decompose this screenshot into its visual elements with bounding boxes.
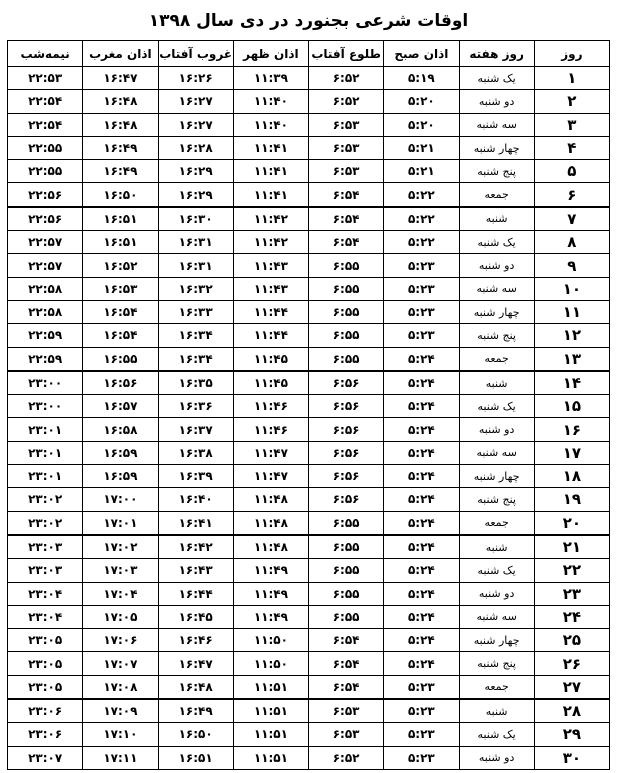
sunset-time: ۱۶:۲۹	[158, 183, 233, 207]
maghrib-time: ۱۶:۵۱	[83, 207, 158, 231]
day-number: ۱۱	[534, 300, 609, 323]
sunset-time: ۱۶:۴۱	[158, 511, 233, 535]
weekday: پنج شنبه	[459, 324, 534, 347]
weekday: جمعه	[459, 183, 534, 207]
fajr-time: ۵:۲۴	[384, 605, 459, 628]
sunrise-time: ۶:۵۶	[309, 441, 384, 464]
maghrib-time: ۱۶:۴۸	[83, 113, 158, 136]
maghrib-time: ۱۶:۵۹	[83, 441, 158, 464]
sunrise-time: ۶:۵۲	[309, 90, 384, 113]
fajr-time: ۵:۲۴	[384, 395, 459, 418]
fajr-time: ۵:۲۰	[384, 113, 459, 136]
sunset-time: ۱۶:۴۰	[158, 488, 233, 511]
dhuhr-time: ۱۱:۴۱	[233, 136, 308, 159]
sunset-time: ۱۶:۴۴	[158, 582, 233, 605]
day-number: ۱۲	[534, 324, 609, 347]
fajr-time: ۵:۲۳	[384, 300, 459, 323]
table-row	[8, 511, 610, 535]
day-number: ۶	[534, 183, 609, 207]
table-row	[8, 371, 610, 395]
fajr-time: ۵:۲۱	[384, 136, 459, 159]
table-row	[8, 324, 610, 347]
maghrib-time: ۱۶:۵۲	[83, 254, 158, 277]
maghrib-time: ۱۶:۵۹	[83, 465, 158, 488]
midnight-time: ۲۲:۵۷	[8, 254, 83, 277]
sunset-time: ۱۶:۲۹	[158, 160, 233, 183]
dhuhr-time: ۱۱:۴۳	[233, 254, 308, 277]
sunset-time: ۱۶:۳۳	[158, 300, 233, 323]
table-row	[8, 90, 610, 113]
table-row	[8, 746, 610, 769]
weekday: دو شنبه	[459, 746, 534, 769]
fajr-time: ۵:۲۴	[384, 347, 459, 371]
table-row	[8, 183, 610, 207]
page-title: اوقات شرعی بجنورد در دی سال ۱۳۹۸	[148, 11, 469, 31]
weekday: دو شنبه	[459, 90, 534, 113]
midnight-time: ۲۳:۰۴	[8, 582, 83, 605]
fajr-time: ۵:۲۰	[384, 90, 459, 113]
header-midnight: نیمه‌شب	[8, 41, 83, 67]
day-number: ۵	[534, 160, 609, 183]
fajr-time: ۵:۲۳	[384, 675, 459, 699]
midnight-time: ۲۲:۵۴	[8, 90, 83, 113]
sunrise-time: ۶:۵۴	[309, 231, 384, 254]
table-row	[8, 113, 610, 136]
table-row	[8, 254, 610, 277]
midnight-time: ۲۲:۵۴	[8, 113, 83, 136]
maghrib-time: ۱۶:۵۵	[83, 347, 158, 371]
weekday: دو شنبه	[459, 254, 534, 277]
dhuhr-time: ۱۱:۴۵	[233, 371, 308, 395]
weekday: دو شنبه	[459, 418, 534, 441]
day-number: ۲۳	[534, 582, 609, 605]
header-sunset: غروب آفتاب	[158, 41, 233, 67]
maghrib-time: ۱۶:۵۸	[83, 418, 158, 441]
day-number: ۲۷	[534, 675, 609, 699]
sunset-time: ۱۶:۳۱	[158, 254, 233, 277]
sunrise-time: ۶:۵۳	[309, 723, 384, 746]
dhuhr-time: ۱۱:۴۹	[233, 559, 308, 582]
fajr-time: ۵:۲۴	[384, 441, 459, 464]
sunrise-time: ۶:۵۴	[309, 207, 384, 231]
maghrib-time: ۱۷:۰۳	[83, 559, 158, 582]
fajr-time: ۵:۲۴	[384, 511, 459, 535]
sunrise-time: ۶:۵۵	[309, 324, 384, 347]
weekday: جمعه	[459, 675, 534, 699]
day-number: ۱۹	[534, 488, 609, 511]
sunset-time: ۱۶:۲۸	[158, 136, 233, 159]
maghrib-time: ۱۷:۰۸	[83, 675, 158, 699]
fajr-time: ۵:۲۳	[384, 746, 459, 769]
sunset-time: ۱۶:۵۰	[158, 723, 233, 746]
midnight-time: ۲۲:۵۹	[8, 347, 83, 371]
maghrib-time: ۱۶:۵۴	[83, 324, 158, 347]
midnight-time: ۲۲:۵۵	[8, 160, 83, 183]
fajr-time: ۵:۲۴	[384, 559, 459, 582]
sunrise-time: ۶:۵۵	[309, 511, 384, 535]
fajr-time: ۵:۲۴	[384, 465, 459, 488]
maghrib-time: ۱۷:۰۹	[83, 699, 158, 723]
day-number: ۷	[534, 207, 609, 231]
weekday: یک شنبه	[459, 723, 534, 746]
sunset-time: ۱۶:۴۹	[158, 699, 233, 723]
header-dhuhr: اذان ظهر	[233, 41, 308, 67]
weekday: دو شنبه	[459, 582, 534, 605]
dhuhr-time: ۱۱:۵۰	[233, 629, 308, 652]
midnight-time: ۲۲:۵۶	[8, 207, 83, 231]
midnight-time: ۲۳:۰۶	[8, 723, 83, 746]
sunset-time: ۱۶:۴۷	[158, 652, 233, 675]
midnight-time: ۲۳:۰۳	[8, 535, 83, 559]
midnight-time: ۲۲:۵۸	[8, 300, 83, 323]
maghrib-time: ۱۶:۴۹	[83, 136, 158, 159]
sunset-time: ۱۶:۲۶	[158, 67, 233, 90]
sunrise-time: ۶:۵۲	[309, 746, 384, 769]
dhuhr-time: ۱۱:۴۶	[233, 395, 308, 418]
table-row	[8, 488, 610, 511]
table-row	[8, 207, 610, 231]
dhuhr-time: ۱۱:۴۶	[233, 418, 308, 441]
day-number: ۱۳	[534, 347, 609, 371]
table-row	[8, 535, 610, 559]
table-row	[8, 465, 610, 488]
maghrib-time: ۱۶:۵۴	[83, 300, 158, 323]
day-number: ۱۴	[534, 371, 609, 395]
weekday: سه شنبه	[459, 277, 534, 300]
fajr-time: ۵:۲۳	[384, 324, 459, 347]
day-number: ۱۶	[534, 418, 609, 441]
weekday: پنج شنبه	[459, 488, 534, 511]
sunrise-time: ۶:۵۴	[309, 183, 384, 207]
dhuhr-time: ۱۱:۴۰	[233, 90, 308, 113]
table-row	[8, 418, 610, 441]
table-row	[8, 395, 610, 418]
sunset-time: ۱۶:۴۵	[158, 605, 233, 628]
prayer-times-table	[7, 40, 610, 770]
header-sunrise: طلوع آفتاب	[309, 41, 384, 67]
weekday: شنبه	[459, 699, 534, 723]
header-day: روز	[534, 41, 609, 67]
sunset-time: ۱۶:۴۶	[158, 629, 233, 652]
sunrise-time: ۶:۵۵	[309, 605, 384, 628]
maghrib-time: ۱۷:۰۱	[83, 511, 158, 535]
sunset-time: ۱۶:۳۸	[158, 441, 233, 464]
sunrise-time: ۶:۵۴	[309, 652, 384, 675]
table-row	[8, 605, 610, 628]
day-number: ۴	[534, 136, 609, 159]
day-number: ۲۵	[534, 629, 609, 652]
fajr-time: ۵:۲۴	[384, 629, 459, 652]
midnight-time: ۲۳:۰۵	[8, 629, 83, 652]
fajr-time: ۵:۲۲	[384, 183, 459, 207]
maghrib-time: ۱۶:۴۹	[83, 160, 158, 183]
sunrise-time: ۶:۵۵	[309, 582, 384, 605]
sunrise-time: ۶:۵۵	[309, 347, 384, 371]
maghrib-time: ۱۶:۵۰	[83, 183, 158, 207]
table-row	[8, 652, 610, 675]
sunrise-time: ۶:۵۵	[309, 559, 384, 582]
sunset-time: ۱۶:۳۷	[158, 418, 233, 441]
maghrib-time: ۱۷:۰۲	[83, 535, 158, 559]
sunrise-time: ۶:۵۵	[309, 277, 384, 300]
day-number: ۲	[534, 90, 609, 113]
maghrib-time: ۱۷:۰۵	[83, 605, 158, 628]
dhuhr-time: ۱۱:۴۵	[233, 347, 308, 371]
table-row	[8, 441, 610, 464]
fajr-time: ۵:۲۲	[384, 231, 459, 254]
sunrise-time: ۶:۵۶	[309, 465, 384, 488]
weekday: پنج شنبه	[459, 160, 534, 183]
day-number: ۳۰	[534, 746, 609, 769]
midnight-time: ۲۳:۰۱	[8, 418, 83, 441]
maghrib-time: ۱۷:۱۰	[83, 723, 158, 746]
table-row	[8, 231, 610, 254]
sunrise-time: ۶:۵۳	[309, 113, 384, 136]
weekday: چهار شنبه	[459, 136, 534, 159]
dhuhr-time: ۱۱:۴۸	[233, 535, 308, 559]
sunset-time: ۱۶:۴۸	[158, 675, 233, 699]
dhuhr-time: ۱۱:۴۷	[233, 465, 308, 488]
table-row	[8, 300, 610, 323]
dhuhr-time: ۱۱:۴۱	[233, 183, 308, 207]
fajr-time: ۵:۲۳	[384, 723, 459, 746]
midnight-time: ۲۳:۰۲	[8, 488, 83, 511]
dhuhr-time: ۱۱:۴۲	[233, 231, 308, 254]
sunset-time: ۱۶:۲۷	[158, 90, 233, 113]
weekday: یک شنبه	[459, 67, 534, 90]
dhuhr-time: ۱۱:۵۱	[233, 675, 308, 699]
weekday: شنبه	[459, 535, 534, 559]
fajr-time: ۵:۲۳	[384, 699, 459, 723]
dhuhr-time: ۱۱:۵۱	[233, 723, 308, 746]
sunrise-time: ۶:۵۶	[309, 371, 384, 395]
maghrib-time: ۱۷:۰۰	[83, 488, 158, 511]
dhuhr-time: ۱۱:۴۹	[233, 605, 308, 628]
table-row	[8, 347, 610, 371]
midnight-time: ۲۳:۰۵	[8, 675, 83, 699]
day-number: ۸	[534, 231, 609, 254]
table-row	[8, 629, 610, 652]
weekday: جمعه	[459, 347, 534, 371]
dhuhr-time: ۱۱:۴۴	[233, 324, 308, 347]
midnight-time: ۲۳:۰۱	[8, 465, 83, 488]
day-number: ۱۸	[534, 465, 609, 488]
weekday: چهار شنبه	[459, 629, 534, 652]
dhuhr-time: ۱۱:۳۹	[233, 67, 308, 90]
day-number: ۹	[534, 254, 609, 277]
day-number: ۲۹	[534, 723, 609, 746]
fajr-time: ۵:۱۹	[384, 67, 459, 90]
weekday: پنج شنبه	[459, 652, 534, 675]
fajr-time: ۵:۲۲	[384, 207, 459, 231]
midnight-time: ۲۳:۰۱	[8, 441, 83, 464]
sunrise-time: ۶:۵۳	[309, 160, 384, 183]
maghrib-time: ۱۷:۰۷	[83, 652, 158, 675]
table-row	[8, 675, 610, 699]
sunset-time: ۱۶:۳۴	[158, 347, 233, 371]
dhuhr-time: ۱۱:۵۰	[233, 652, 308, 675]
sunrise-time: ۶:۵۵	[309, 300, 384, 323]
midnight-time: ۲۲:۵۹	[8, 324, 83, 347]
sunrise-time: ۶:۵۶	[309, 418, 384, 441]
weekday: شنبه	[459, 371, 534, 395]
maghrib-time: ۱۶:۵۷	[83, 395, 158, 418]
sunset-time: ۱۶:۳۲	[158, 277, 233, 300]
sunrise-time: ۶:۵۶	[309, 488, 384, 511]
sunrise-time: ۶:۵۲	[309, 67, 384, 90]
sunset-time: ۱۶:۳۱	[158, 231, 233, 254]
weekday: یک شنبه	[459, 395, 534, 418]
table-row	[8, 136, 610, 159]
day-number: ۲۰	[534, 511, 609, 535]
sunset-time: ۱۶:۳۰	[158, 207, 233, 231]
dhuhr-time: ۱۱:۴۰	[233, 113, 308, 136]
sunrise-time: ۶:۵۳	[309, 136, 384, 159]
fajr-time: ۵:۲۴	[384, 488, 459, 511]
fajr-time: ۵:۲۴	[384, 535, 459, 559]
weekday: چهار شنبه	[459, 300, 534, 323]
weekday: سه شنبه	[459, 605, 534, 628]
midnight-time: ۲۳:۰۵	[8, 652, 83, 675]
midnight-time: ۲۳:۰۰	[8, 395, 83, 418]
maghrib-time: ۱۷:۱۱	[83, 746, 158, 769]
dhuhr-time: ۱۱:۴۷	[233, 441, 308, 464]
sunset-time: ۱۶:۵۱	[158, 746, 233, 769]
weekday: سه شنبه	[459, 441, 534, 464]
header-weekday: روز هفته	[459, 41, 534, 67]
maghrib-time: ۱۷:۰۴	[83, 582, 158, 605]
weekday: چهار شنبه	[459, 465, 534, 488]
day-number: ۲۸	[534, 699, 609, 723]
header-maghrib: اذان مغرب	[83, 41, 158, 67]
header-row	[8, 41, 610, 67]
weekday: شنبه	[459, 207, 534, 231]
sunset-time: ۱۶:۳۹	[158, 465, 233, 488]
dhuhr-time: ۱۱:۴۸	[233, 488, 308, 511]
fajr-time: ۵:۲۳	[384, 277, 459, 300]
midnight-time: ۲۲:۵۷	[8, 231, 83, 254]
midnight-time: ۲۳:۰۴	[8, 605, 83, 628]
table-row	[8, 723, 610, 746]
sunrise-time: ۶:۵۵	[309, 535, 384, 559]
day-number: ۲۶	[534, 652, 609, 675]
day-number: ۳	[534, 113, 609, 136]
weekday: یک شنبه	[459, 559, 534, 582]
midnight-time: ۲۳:۰۳	[8, 559, 83, 582]
maghrib-time: ۱۷:۰۶	[83, 629, 158, 652]
day-number: ۲۲	[534, 559, 609, 582]
day-number: ۱۰	[534, 277, 609, 300]
dhuhr-time: ۱۱:۴۱	[233, 160, 308, 183]
table-row	[8, 67, 610, 90]
fajr-time: ۵:۲۴	[384, 652, 459, 675]
maghrib-time: ۱۶:۵۳	[83, 277, 158, 300]
sunset-time: ۱۶:۲۷	[158, 113, 233, 136]
day-number: ۱	[534, 67, 609, 90]
fajr-time: ۵:۲۱	[384, 160, 459, 183]
header-fajr: اذان صبح	[384, 41, 459, 67]
day-number: ۲۱	[534, 535, 609, 559]
weekday: یک شنبه	[459, 231, 534, 254]
dhuhr-time: ۱۱:۴۹	[233, 582, 308, 605]
day-number: ۱۵	[534, 395, 609, 418]
dhuhr-time: ۱۱:۵۱	[233, 699, 308, 723]
table-row	[8, 582, 610, 605]
sunset-time: ۱۶:۳۶	[158, 395, 233, 418]
midnight-time: ۲۲:۵۳	[8, 67, 83, 90]
sunset-time: ۱۶:۳۴	[158, 324, 233, 347]
table-row	[8, 277, 610, 300]
weekday: سه شنبه	[459, 113, 534, 136]
day-number: ۲۴	[534, 605, 609, 628]
fajr-time: ۵:۲۴	[384, 582, 459, 605]
maghrib-time: ۱۶:۴۷	[83, 67, 158, 90]
dhuhr-time: ۱۱:۵۱	[233, 746, 308, 769]
fajr-time: ۵:۲۳	[384, 254, 459, 277]
maghrib-time: ۱۶:۵۶	[83, 371, 158, 395]
midnight-time: ۲۳:۰۲	[8, 511, 83, 535]
midnight-time: ۲۲:۵۵	[8, 136, 83, 159]
fajr-time: ۵:۲۴	[384, 418, 459, 441]
day-number: ۱۷	[534, 441, 609, 464]
fajr-time: ۵:۲۴	[384, 371, 459, 395]
table-row	[8, 559, 610, 582]
dhuhr-time: ۱۱:۴۳	[233, 277, 308, 300]
dhuhr-time: ۱۱:۴۲	[233, 207, 308, 231]
midnight-time: ۲۲:۵۸	[8, 277, 83, 300]
sunrise-time: ۶:۵۵	[309, 254, 384, 277]
sunrise-time: ۶:۵۳	[309, 699, 384, 723]
sunrise-time: ۶:۵۴	[309, 675, 384, 699]
sunset-time: ۱۶:۴۲	[158, 535, 233, 559]
sunset-time: ۱۶:۴۳	[158, 559, 233, 582]
weekday: جمعه	[459, 511, 534, 535]
dhuhr-time: ۱۱:۴۴	[233, 300, 308, 323]
maghrib-time: ۱۶:۴۸	[83, 90, 158, 113]
table-row	[8, 160, 610, 183]
sunrise-time: ۶:۵۴	[309, 629, 384, 652]
dhuhr-time: ۱۱:۴۸	[233, 511, 308, 535]
midnight-time: ۲۳:۰۷	[8, 746, 83, 769]
midnight-time: ۲۲:۵۶	[8, 183, 83, 207]
sunrise-time: ۶:۵۶	[309, 395, 384, 418]
midnight-time: ۲۳:۰۰	[8, 371, 83, 395]
maghrib-time: ۱۶:۵۱	[83, 231, 158, 254]
table-row	[8, 699, 610, 723]
midnight-time: ۲۳:۰۶	[8, 699, 83, 723]
sunset-time: ۱۶:۳۵	[158, 371, 233, 395]
